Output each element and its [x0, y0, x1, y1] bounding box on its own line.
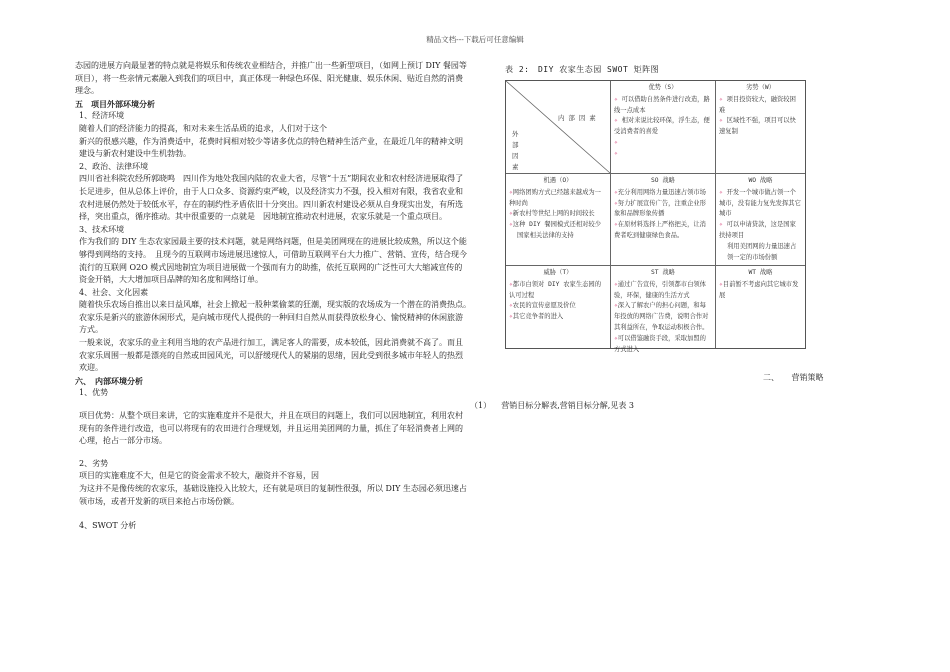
note-text: 营销目标分解表,营销目标分解,见表 3 [501, 401, 634, 410]
wt-strategy-title: WT 战略 [748, 269, 773, 276]
st-strategy-cell [611, 266, 716, 353]
wo-item: ✧ 可以申请贷款，这是国家扶持项目 [719, 221, 796, 239]
weaknesses-cell [716, 81, 805, 174]
section-number: 二、 [763, 373, 779, 382]
social-env-text-1: 随着快乐农场自推出以来日益风靡，社会上掀起一股种菜偷菜的狂潮，现实版的农场成为一个潜在的消费热点。 农家乐是新兴的旅游休闲形式，是向城市现代人提供的一种回归自然从而获得放松身心、愉悦精神的休闲旅游方式。 [79, 300, 475, 335]
economic-env-text-2: 新兴的很感兴趣，作为消费适中，花费时间相对较少等诸多优点的特色精神生活产业，在最近几年的精神文明建设与新农村建设中生机勃勃。 [79, 136, 463, 159]
st-strategy-title: ST 战略 [651, 269, 675, 276]
so-item: ✧在原材料选择上严格把关，让消费者吃到健康绿色食品。 [614, 221, 706, 239]
section-6-title: 六、 内部环境分析 [75, 375, 143, 386]
political-env-text: 四川省社科院农经所郭晓鸣 四川作为地处我国内陆的农业大省，尽管“十五”期间农业和农村经济进展取得了长足进步，但从总体上评价，由于人口众多、资源约束严峻，以及经济实力不强，投入相对有限，我省农业和农村进展仍然处于较低水平，存在的制约性矛盾依旧十分突出。四川新农村建设必须从自身现实出发，有所选择，突出重点，循序推动。其中很重要的一点就是 因地制宜推动农村进展，农家乐就是一个重点项目。 [79, 174, 464, 222]
internal-factors-label: 内 部 因 素 [558, 114, 596, 122]
weakness-heading: 2、劣势 [79, 458, 109, 468]
weakness-item: ✧ 项目投资较大，融资较困难 [719, 95, 796, 114]
so-strategy-cell [611, 174, 716, 266]
left-column [75, 60, 475, 533]
wo-extra: 利用美团网的力量迅速占领一定的市场份额 [727, 242, 797, 261]
threats-cell [506, 266, 611, 348]
threats-title: 威胁（T） [543, 269, 573, 276]
opportunities-title: 机遇（O） [543, 177, 573, 184]
opportunity-item: ✧这种 DIY 餐园模式还相对较少 [509, 221, 602, 229]
opportunity-extra: 国家相关法律的支持 [517, 231, 574, 239]
opportunity-item: ✧网络团购方式已经越来越成为一种时尚 [509, 188, 601, 207]
wo-item: ✧ 开发一个城市做占领一个城市，没有能力复先发挥其它城市 [719, 188, 801, 218]
strengths-cell [611, 81, 716, 174]
marketing-strategy-heading [763, 372, 824, 383]
threat-item: ✧都市白领对 DIY 农家生态园的认可过程 [509, 280, 602, 299]
opportunities-cell [506, 174, 611, 266]
tech-env-heading: 3、技术环境 [79, 224, 125, 234]
section-5-title: 五 项目外部环境分析 [75, 98, 155, 109]
st-item: ✧深入了解农户的担心问题，和每年投放的网络广告费，说明合作对其利益所在，争取运动积极合作。 [614, 302, 709, 331]
so-strategy-title: SO 战略 [651, 177, 675, 184]
so-item: ✧充分利用网络力量迅速占领市场 [614, 188, 706, 196]
strength-item: ✧ 相对来说比较环保，浮生态，便受消费者的喜爱 [614, 117, 710, 136]
threat-item: ✧其它竞争者的进入 [509, 313, 564, 321]
weaknesses-title: 劣势（W） [746, 84, 775, 91]
wt-strategy-cell [716, 266, 805, 348]
note-number: （1） [470, 401, 492, 410]
social-env-text-2: 一般来说，农家乐的业主利用当地的农产品进行加工，满足客人的需要，成本较低，因此消费就不高了。而且农家乐周围一般都是漂亮的自然或田园风光，可以舒缓现代人的紧崩的思绪，因此受到很多城市年轻人的热烈欢迎。 [79, 338, 463, 373]
weakness-text-2: 为这并不是像传统的农家乐，基础设施投入比较大，还有就是项目的复制性很强，所以 DIY 生态园必须迅速占领市场，或者开发新的项目来抢占市场份额。 [79, 484, 467, 506]
strength-item: ✧ 可以借助自然条件进行改造，路线一点成本 [614, 95, 710, 114]
weakness-text-1: 项目的实施难度不大，但是它的资金需求不较大，融资并不容易，因 [79, 471, 319, 481]
tech-env-text: 作为我们的 DIY 生态农家园最主要的技术问题，就是网络问题，但是美团网现在的进展比较成熟，所以这个能够得到网络的支持。 且现今的互联网市场进展迅速惊人，可借助互联网平台大力推广、营销、宣传，结合现今流行的互联网 O2O 模式因地制宜为项目进展做一个强而有力的助推，依托互联网的广泛性可大大缩减宣传的资金开销，大大增加项目品牌的知名度和网络订单。 [79, 237, 467, 285]
economic-env-heading: 1、经济环境 [79, 111, 125, 121]
wt-item: ✧目前暂不考虑向其它城市发展 [719, 280, 799, 299]
strengths-title: 优势（S） [648, 84, 678, 91]
external-factors-label: 外 部 因 素 [512, 130, 519, 171]
political-env-heading: 2、政治、法律环境 [79, 161, 149, 171]
strength-item: ✧ [614, 138, 618, 146]
wo-strategy-cell [716, 174, 805, 266]
so-item: ✧努力扩展宣传广告，注重企业形象和品牌形象传播 [614, 199, 706, 218]
opportunity-item: ✧新农村等世纪上网的时间较长 [509, 210, 595, 218]
page-header: 精品文档---下载后可任意编辑 [426, 35, 524, 44]
swot-corner-cell [506, 81, 611, 174]
st-item: ✧通过广告宣传，引领都市白领体验，环保，健康的生活方式 [614, 280, 706, 299]
section-title: 营销策略 [791, 373, 824, 382]
weakness-item: ✧ 区域性不强，项目可以快速复制 [719, 117, 796, 136]
strength-item: ✧ [614, 149, 618, 157]
intro-paragraph: 态园的进展方向最显著的特点就是将娱乐和传统农业相结合，并推广出一些新型项目，（如网上预订 DIY 餐园等项目），将一些亲情元素融入到我们的项目中，真正体现一种绿色环保、阳光健康、娱乐休闲、贴近自然的消费理念。 [75, 61, 467, 96]
social-env-heading: 4、社会、文化因素 [79, 287, 149, 297]
marketing-goal-note [470, 400, 634, 411]
diagonal-line [506, 81, 610, 173]
swot-heading: 4、SWOT 分析 [79, 521, 137, 531]
wo-strategy-title: WO 战略 [748, 177, 773, 184]
swot-matrix [505, 80, 806, 353]
strength-heading: 1、优势 [79, 388, 109, 398]
swot-table-title: 表 2: DIY 农家生态园 SWOT 矩阵图 [505, 65, 660, 74]
st-item: ✧可以借鉴融资手段，采取加盟的方式进入 [614, 334, 706, 353]
threat-item: ✧农民的宣传意愿及价位 [509, 302, 576, 310]
economic-env-text-1: 随着人们的经济能力的提高，和对未来生活品质的追求，人们对于这个 [79, 123, 327, 133]
strength-text: 项目优势：从整个项目来讲，它的实施难度并不是很大，并且在项目的问题上，我们可以因地制宜，利用农村现有的条件进行改造，也可以将现有的农田进行合理规划，并且运用美团网的力量，抓住了年轻消费者上网的心理，抢占一部分市场。 [79, 411, 463, 446]
